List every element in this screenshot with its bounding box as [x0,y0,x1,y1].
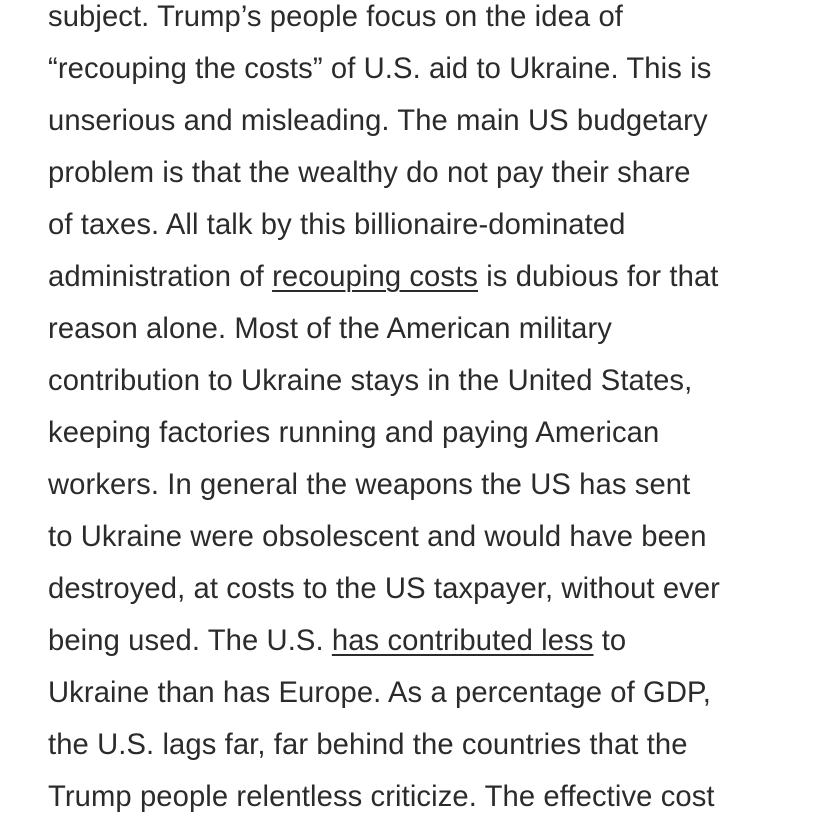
text-line [48,251,793,303]
text-line: reason alone. Most of the American military [48,313,612,345]
text-line: unserious and misleading. The main US budgetary [48,105,708,137]
article-paragraph [48,0,793,823]
text-line: Ukraine than has Europe. As a percentage of GDP, [48,677,712,709]
text-line: subject. Trump’s people focus on the idea of [48,1,623,33]
text-line: keeping factories running and paying American [48,417,660,449]
text-segment: administration of [48,261,273,293]
text-line: the U.S. lags far, far behind the countries that the [48,729,688,761]
text-line: contribution to Ukraine stays in the United States, [48,365,693,397]
text-line: of taxes. All talk by this billionaire-dominated [48,209,626,241]
recouping-costs-link[interactable]: recouping costs [272,261,478,293]
text-line: Trump people relentless criticize. The effective cost [48,781,715,813]
has-contributed-less-link[interactable]: has contributed less [331,625,594,657]
text-segment: is dubious for that [478,261,719,293]
text-line [48,615,793,667]
text-line: “recouping the costs” of U.S. aid to Ukraine. This is [48,53,712,85]
text-line: problem is that the wealthy do not pay their share [48,157,691,189]
text-line: workers. In general the weapons the US has sent [48,469,691,501]
text-line: to Ukraine were obsolescent and would have been [48,521,707,553]
text-segment: to [593,625,627,657]
text-segment: being used. The U.S. [48,625,332,657]
article-body [48,0,793,823]
text-line: destroyed, at costs to the US taxpayer, without ever [48,573,720,605]
